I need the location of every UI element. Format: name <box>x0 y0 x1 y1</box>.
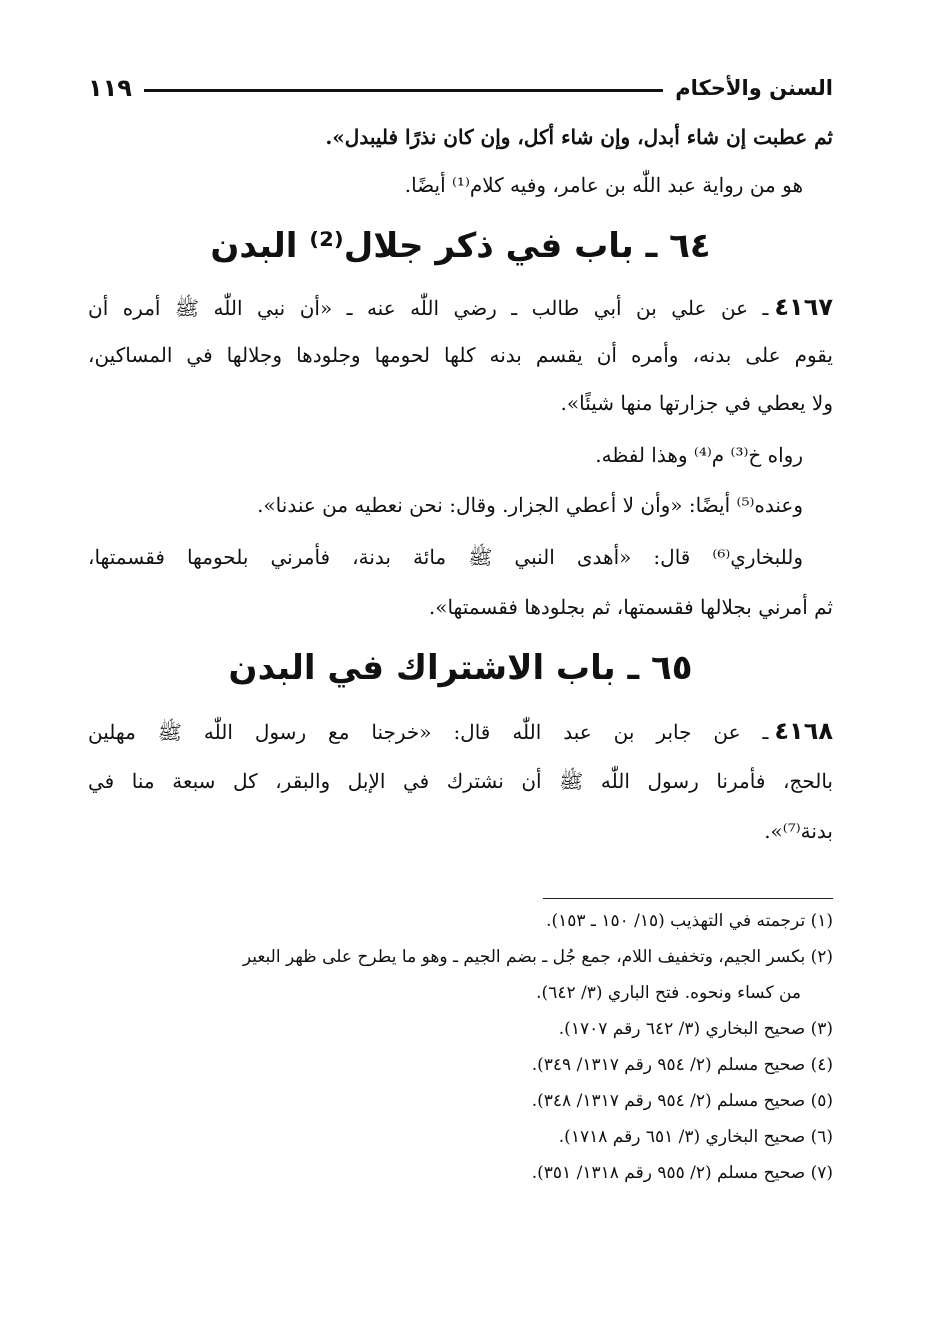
hadith-number-4167: ٤١٦٧ <box>774 293 833 321</box>
footnote-7: (٧) صحيح مسلم (٢/ ٩٥٥ رقم ١٣١٨/ ٣٥١). <box>531 1163 833 1183</box>
header-title: السنن والأحكام <box>675 76 833 100</box>
hadith-4167-line-3: ولا يعطي في جزارتها منها شيئًا». <box>560 391 833 415</box>
book-page <box>88 60 833 1303</box>
note-line: هو من رواية عبد اللّٰه بن عامر، وفيه كلام⁽¹⁾ أيضًا. <box>404 173 803 197</box>
hadith-number-4168: ٤١٦٨ <box>774 717 833 745</box>
hadith-4167-line-4: رواه خ⁽³⁾ م⁽⁴⁾ وهذا لفظه. <box>595 443 803 467</box>
hadith-4167-line-5: وعنده⁽⁵⁾ أيضًا: «وأن لا أعطي الجزار. وقال: نحن نعطيه من عندنا». <box>257 493 803 517</box>
section-heading-64: ٦٤ ـ باب في ذكر جلال⁽²⁾ البدن <box>210 226 711 266</box>
continuation-line: ثم عطبت إن شاء أبدل، وإن شاء أكل، وإن كان نذرًا فليبدل». <box>325 125 833 149</box>
footnote-3: (٣) صحيح البخاري (٣/ ٦٤٢ رقم ١٧٠٧). <box>558 1019 833 1039</box>
section-heading-65: ٦٥ ـ باب الاشتراك في البدن <box>228 648 693 688</box>
hadith-4167-line-2: يقوم على بدنه، وأمره أن يقسم بدنه كلها لحومها وجلودها وجلالها في المساكين، <box>88 343 833 367</box>
hadith-4168-line-3: بدنة⁽⁷⁾». <box>764 819 833 843</box>
footnote-rule <box>543 898 833 899</box>
hadith-4167-line-1 <box>88 292 833 323</box>
running-header <box>88 68 833 108</box>
page-number: ١١٩ <box>88 74 132 102</box>
footnote-4: (٤) صحيح مسلم (٢/ ٩٥٤ رقم ١٣١٧/ ٣٤٩). <box>531 1055 833 1075</box>
footnote-2-continued: من كساء ونحوه. فتح الباري (٣/ ٦٤٢). <box>536 983 801 1003</box>
hadith-4168-line-1 <box>88 716 833 747</box>
hadith-4167-text-1: ـ عن علي بن أبي طالب ـ رضي اللّٰه عنه ـ «أن نبي اللّٰه ﷺ أمره أن <box>88 296 769 320</box>
footnote-1: (١) ترجمته في التهذيب (١٥/ ١٥٠ ـ ١٥٣). <box>546 911 833 931</box>
hadith-4167-line-7: ثم أمرني بجلالها فقسمتها، ثم بجلودها فقسمتها». <box>428 595 833 619</box>
hadith-4168-line-2: بالحج، فأمرنا رسول اللّٰه ﷺ أن نشترك في الإبل والبقر، كل سبعة منا في <box>88 769 833 793</box>
footnote-6: (٦) صحيح البخاري (٣/ ٦٥١ رقم ١٧١٨). <box>558 1127 833 1147</box>
header-rule <box>144 89 663 92</box>
footnote-5: (٥) صحيح مسلم (٢/ ٩٥٤ رقم ١٣١٧/ ٣٤٨). <box>531 1091 833 1111</box>
hadith-4168-text-1: ـ عن جابر بن عبد اللّٰه قال: «خرجنا مع رسول اللّٰه ﷺ مهلين <box>88 720 769 744</box>
footnote-2: (٢) بكسر الجيم، وتخفيف اللام، جمع جُل ـ بضم الجيم ـ وهو ما يطرح على ظهر البعير <box>242 947 833 967</box>
hadith-4167-line-6: وللبخاري⁽⁶⁾ قال: «أهدى النبي ﷺ مائة بدنة، فأمرني بلحومها فقسمتها، <box>88 545 803 569</box>
